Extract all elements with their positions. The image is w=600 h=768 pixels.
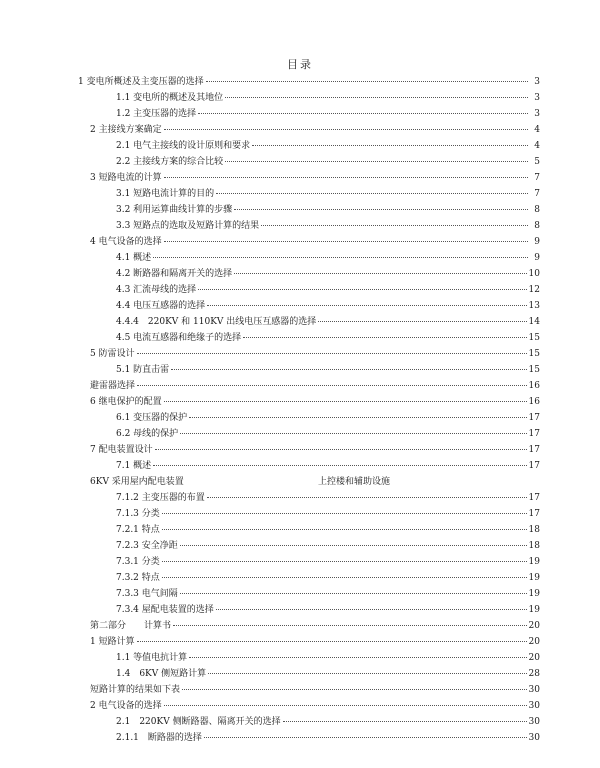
toc-entry[interactable] bbox=[90, 682, 540, 698]
toc-entry-text: 7.1.3 分类 bbox=[116, 509, 160, 519]
toc-entry[interactable] bbox=[116, 282, 540, 298]
toc-entry[interactable] bbox=[90, 698, 540, 714]
toc-leader bbox=[252, 144, 528, 146]
toc-leader bbox=[153, 256, 528, 258]
toc-leader bbox=[162, 576, 527, 578]
toc-entry-page: 30 bbox=[528, 685, 540, 695]
toc-entry-page: 15 bbox=[528, 365, 540, 375]
toc-entry-text: 7.1 概述 bbox=[116, 461, 152, 471]
toc-leader bbox=[180, 592, 527, 594]
toc-leader bbox=[225, 160, 528, 162]
toc-entry-page: 8 bbox=[534, 221, 540, 231]
toc-leader bbox=[225, 96, 528, 98]
toc-entry[interactable] bbox=[116, 426, 540, 442]
toc-entry[interactable] bbox=[116, 154, 540, 170]
toc-leader bbox=[164, 400, 527, 402]
toc-leader bbox=[189, 656, 526, 658]
toc-entry-text: 6.2 母线的保护 bbox=[116, 429, 179, 439]
toc-entry-text: 4.2 断路器和隔离开关的选择 bbox=[116, 269, 233, 279]
toc-entry[interactable] bbox=[90, 474, 290, 490]
toc-title: 目录 bbox=[287, 58, 313, 71]
toc-entry-page: 13 bbox=[528, 301, 540, 311]
toc-entry-page: 12 bbox=[528, 285, 540, 295]
toc-entry-text: 1.1 变电所的概述及其地位 bbox=[116, 93, 224, 103]
toc-entry-page: 16 bbox=[528, 381, 540, 391]
toc-entry-page: 19 bbox=[528, 605, 540, 615]
toc-entry[interactable] bbox=[116, 602, 540, 618]
toc-entry[interactable] bbox=[116, 458, 540, 474]
toc-entry-text: 1.2 主变压器的选择 bbox=[116, 109, 197, 119]
toc-entry[interactable] bbox=[90, 442, 540, 458]
toc-entry-text: 3 短路电流的计算 bbox=[90, 173, 162, 183]
toc-entry-page: 18 bbox=[528, 525, 540, 535]
toc-leader bbox=[261, 224, 528, 226]
toc-leader bbox=[189, 416, 526, 418]
toc-entry-text: 6KV 采用屋内配电装置 bbox=[90, 477, 184, 487]
toc-leader bbox=[153, 464, 526, 466]
toc-entry-page: 17 bbox=[528, 429, 540, 439]
toc-entry[interactable] bbox=[116, 330, 540, 346]
toc-entry-text: 3.1 短路电流计算的目的 bbox=[116, 189, 215, 199]
toc-entry[interactable] bbox=[116, 266, 540, 282]
toc-leader bbox=[206, 80, 528, 82]
toc-entry[interactable] bbox=[90, 394, 540, 410]
toc-aside-note: 上控楼和辅助设施 bbox=[318, 477, 391, 487]
toc-entry-page: 30 bbox=[528, 717, 540, 727]
toc-entry-page: 3 bbox=[534, 93, 540, 103]
toc-entry[interactable] bbox=[116, 586, 540, 602]
toc-leader bbox=[234, 208, 528, 210]
toc-entry[interactable] bbox=[116, 202, 540, 218]
toc-leader bbox=[137, 640, 527, 642]
toc-entry-text: 4.3 汇流母线的选择 bbox=[116, 285, 197, 295]
toc-entry-page: 3 bbox=[534, 77, 540, 87]
toc-entry[interactable] bbox=[116, 538, 540, 554]
toc-leader bbox=[171, 368, 526, 370]
toc-entry[interactable] bbox=[116, 714, 540, 730]
toc-entry-page: 17 bbox=[528, 413, 540, 423]
toc-leader bbox=[207, 496, 527, 498]
toc-entry-page: 14 bbox=[528, 317, 540, 327]
toc-entry-page: 30 bbox=[528, 733, 540, 743]
toc-entry-page: 15 bbox=[528, 333, 540, 343]
toc-entry-text: 1 变电所概述及主变压器的选择 bbox=[78, 77, 204, 87]
toc-entry-text: 2 电气设备的选择 bbox=[90, 701, 162, 711]
toc-entry-page: 17 bbox=[528, 445, 540, 455]
toc-entry-text: 3.2 利用运算曲线计算的步骤 bbox=[116, 205, 233, 215]
toc-entry-page: 4 bbox=[534, 125, 540, 135]
toc-leader bbox=[162, 560, 527, 562]
toc-entry-page: 19 bbox=[528, 557, 540, 567]
toc-leader bbox=[207, 304, 526, 306]
toc-entry[interactable] bbox=[116, 362, 540, 378]
toc-entry-page: 20 bbox=[528, 637, 540, 647]
toc-entry[interactable] bbox=[78, 74, 540, 90]
toc-entry[interactable] bbox=[116, 250, 540, 266]
toc-entry[interactable] bbox=[90, 634, 540, 650]
toc-leader bbox=[162, 512, 527, 514]
toc-entry-page: 7 bbox=[534, 189, 540, 199]
toc-entry-text: 1.1 等值电抗计算 bbox=[116, 653, 188, 663]
toc-entry-text: 7.1.2 主变压器的布置 bbox=[116, 493, 205, 503]
toc-entry-page: 9 bbox=[534, 237, 540, 247]
toc-entry-text: 7 配电装置设计 bbox=[90, 445, 153, 455]
toc-entry-text: 6.1 变压器的保护 bbox=[116, 413, 188, 423]
toc-leader bbox=[137, 352, 527, 354]
toc-entry-page: 28 bbox=[528, 669, 540, 679]
toc-entry-text: 2.1 220KV 侧断路器、隔离开关的选择 bbox=[116, 717, 281, 727]
toc-entry[interactable] bbox=[116, 314, 540, 330]
toc-entry-text: 2.1.1 断路器的选择 bbox=[116, 733, 202, 743]
toc-entry-text: 4.1 概述 bbox=[116, 253, 152, 263]
toc-entry-page: 4 bbox=[534, 141, 540, 151]
toc-entry-page: 16 bbox=[528, 397, 540, 407]
toc-entry-text: 短路计算的结果如下表 bbox=[90, 685, 181, 695]
toc-entry-page: 17 bbox=[528, 461, 540, 471]
toc-entry-text: 4.4.4 220KV 和 110KV 出线电压互感器的选择 bbox=[116, 317, 317, 327]
toc-entry-page: 20 bbox=[528, 621, 540, 631]
toc-leader bbox=[155, 448, 527, 450]
toc-leader bbox=[182, 688, 527, 690]
toc-leader bbox=[162, 528, 527, 530]
toc-entry[interactable] bbox=[116, 298, 540, 314]
toc-entry-text: 5.1 防直击雷 bbox=[116, 365, 170, 375]
toc-entry-page: 7 bbox=[534, 173, 540, 183]
toc-entry-text: 4 电气设备的选择 bbox=[90, 237, 162, 247]
toc-entry-text: 6 继电保护的配置 bbox=[90, 397, 162, 407]
toc-entry-text: 2 主接线方案确定 bbox=[90, 125, 162, 135]
toc-leader bbox=[164, 176, 528, 178]
toc-entry-text: 7.2.3 安全净距 bbox=[116, 541, 178, 551]
toc-leader bbox=[204, 736, 527, 738]
toc-entry[interactable] bbox=[116, 410, 540, 426]
toc-leader bbox=[216, 192, 528, 194]
toc-entry-text: 1.4 6KV 侧短路计算 bbox=[116, 669, 207, 679]
toc-leader bbox=[318, 320, 526, 322]
toc-entry-page: 15 bbox=[528, 349, 540, 359]
toc-entry-page: 9 bbox=[534, 253, 540, 263]
toc-entry-text: 7.3.2 特点 bbox=[116, 573, 160, 583]
toc-entry[interactable] bbox=[116, 506, 540, 522]
toc-entry[interactable] bbox=[116, 138, 540, 154]
toc-leader bbox=[216, 608, 527, 610]
toc-entry[interactable] bbox=[90, 170, 540, 186]
toc-entry-page: 17 bbox=[528, 509, 540, 519]
toc-entry-text: 7.3.4 屋配电装置的选择 bbox=[116, 605, 214, 615]
toc-entry-page: 10 bbox=[528, 269, 540, 279]
toc-leader bbox=[198, 112, 528, 114]
toc-entry[interactable] bbox=[116, 522, 540, 538]
toc-entry-page: 19 bbox=[528, 573, 540, 583]
toc-entry[interactable] bbox=[90, 122, 540, 138]
toc-entry-page: 8 bbox=[534, 205, 540, 215]
toc-entry[interactable] bbox=[116, 730, 540, 746]
toc-entry-text: 第二部分 计算书 bbox=[90, 621, 172, 631]
toc-entry[interactable] bbox=[116, 90, 540, 106]
toc-entry-page: 20 bbox=[528, 653, 540, 663]
toc-leader bbox=[283, 720, 527, 722]
toc-entry[interactable] bbox=[116, 554, 540, 570]
toc-entry[interactable] bbox=[90, 346, 540, 362]
toc-entry[interactable] bbox=[116, 570, 540, 586]
toc-entry-text: 3.3 短路点的选取及短路计算的结果 bbox=[116, 221, 260, 231]
toc-entry-text: 2.2 主接线方案的综合比较 bbox=[116, 157, 224, 167]
toc-entry[interactable] bbox=[116, 490, 540, 506]
toc-entry[interactable] bbox=[116, 650, 540, 666]
toc-entry-text: 避雷器选择 bbox=[90, 381, 136, 391]
toc-leader bbox=[208, 672, 526, 674]
toc-entry[interactable] bbox=[116, 106, 540, 122]
toc-entry-text: 1 短路计算 bbox=[90, 637, 135, 647]
toc-entry-page: 18 bbox=[528, 541, 540, 551]
toc-entry[interactable] bbox=[116, 666, 540, 682]
toc-entry[interactable] bbox=[90, 378, 540, 394]
toc-entry[interactable] bbox=[90, 618, 540, 634]
toc-entry[interactable] bbox=[116, 186, 540, 202]
toc-entry-page: 17 bbox=[528, 493, 540, 503]
toc-entry-text: 7.2.1 特点 bbox=[116, 525, 160, 535]
toc-leader bbox=[198, 288, 526, 290]
toc-entry-page: 3 bbox=[534, 109, 540, 119]
toc-leader bbox=[137, 384, 527, 386]
toc-entry-text: 4.5 电流互感器和绝缘子的选择 bbox=[116, 333, 242, 343]
toc-entry-text: 5 防雷设计 bbox=[90, 349, 135, 359]
toc-leader bbox=[164, 128, 528, 130]
toc-entry-text: 7.3.3 电气间隔 bbox=[116, 589, 178, 599]
toc-leader bbox=[164, 704, 527, 706]
toc-leader bbox=[180, 544, 527, 546]
toc-leader bbox=[243, 336, 526, 338]
toc-entry-text: 7.3.1 分类 bbox=[116, 557, 160, 567]
toc-leader bbox=[173, 624, 527, 626]
toc-leader bbox=[180, 432, 526, 434]
toc-leader bbox=[164, 240, 528, 242]
toc-entry-text: 2.1 电气主接线的设计原则和要求 bbox=[116, 141, 251, 151]
toc-entry-page: 5 bbox=[534, 157, 540, 167]
toc-entry-text: 4.4 电压互感器的选择 bbox=[116, 301, 206, 311]
toc-entry-page: 19 bbox=[528, 589, 540, 599]
toc-entry-page: 30 bbox=[528, 701, 540, 711]
toc-leader bbox=[234, 272, 526, 274]
toc-entry[interactable] bbox=[116, 218, 540, 234]
toc-entry[interactable] bbox=[90, 234, 540, 250]
